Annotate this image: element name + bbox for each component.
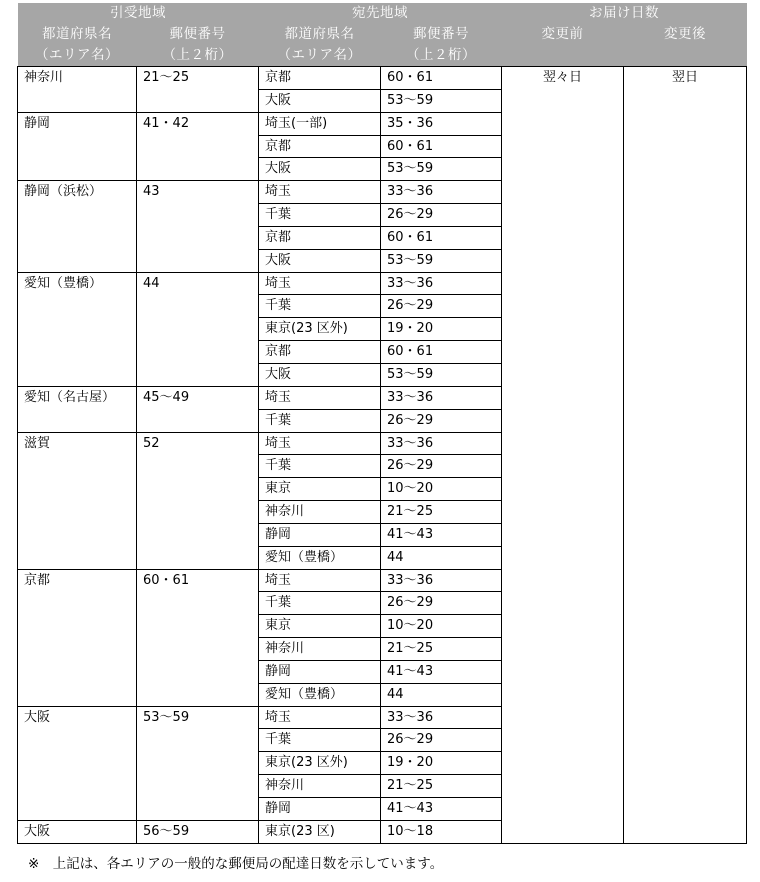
destination-area-cell: 神奈川 [259, 775, 381, 798]
destination-area-cell: 埼玉(一部) [259, 112, 381, 135]
origin-postal-cell: 53～59 [137, 706, 259, 820]
destination-postal-cell: 21～25 [381, 775, 502, 798]
before-change-days-cell: 翌々日 [502, 67, 624, 844]
destination-postal-cell: 60・61 [381, 135, 502, 158]
destination-area-cell: 埼玉 [259, 181, 381, 204]
destination-postal-subheader: （上２桁） [381, 45, 502, 67]
destination-postal-cell: 26～29 [381, 409, 502, 432]
origin-postal-cell: 41・42 [137, 112, 259, 181]
destination-area-cell: 京都 [259, 67, 381, 90]
delivery-days-table [17, 3, 747, 844]
destination-postal-cell: 35・36 [381, 112, 502, 135]
destination-postal-cell: 10～20 [381, 615, 502, 638]
destination-postal-cell: 53～59 [381, 363, 502, 386]
destination-postal-cell: 41～43 [381, 660, 502, 683]
destination-postal-cell: 33～36 [381, 181, 502, 204]
origin-area-cell: 神奈川 [18, 67, 137, 113]
origin-area-cell: 滋賀 [18, 432, 137, 569]
destination-postal-cell: 26～29 [381, 729, 502, 752]
origin-postal-cell: 52 [137, 432, 259, 569]
destination-postal-cell: 44 [381, 683, 502, 706]
origin-area-cell: 大阪 [18, 820, 137, 843]
origin-area-cell: 静岡 [18, 112, 137, 181]
destination-area-cell: 大阪 [259, 158, 381, 181]
origin-area-subheader: （エリア名） [18, 45, 137, 67]
destination-postal-cell: 53～59 [381, 249, 502, 272]
origin-postal-cell: 44 [137, 272, 259, 386]
destination-area-cell: 愛知（豊橋） [259, 683, 381, 706]
destination-postal-cell: 53～59 [381, 89, 502, 112]
destination-postal-cell: 53～59 [381, 158, 502, 181]
destination-area-cell: 東京 [259, 478, 381, 501]
destination-area-cell: 神奈川 [259, 638, 381, 661]
destination-area-cell: 京都 [259, 341, 381, 364]
destination-postal-cell: 26～29 [381, 592, 502, 615]
destination-postal-cell: 60・61 [381, 341, 502, 364]
destination-area-cell: 東京(23 区外) [259, 318, 381, 341]
destination-area-cell: 愛知（豊橋） [259, 546, 381, 569]
destination-area-cell: 埼玉 [259, 386, 381, 409]
destination-postal-cell: 21～25 [381, 501, 502, 524]
after-change-subheader [624, 45, 747, 67]
destination-postal-cell: 33～36 [381, 386, 502, 409]
destination-postal-cell: 44 [381, 546, 502, 569]
destination-postal-cell: 60・61 [381, 67, 502, 90]
destination-prefecture-header: 都道府県名 [259, 24, 381, 45]
delivery-days-header: お届け日数 [502, 3, 747, 24]
destination-postal-cell: 10～20 [381, 478, 502, 501]
destination-postal-header: 郵便番号 [381, 24, 502, 45]
destination-postal-cell: 41～43 [381, 798, 502, 821]
destination-postal-cell: 21～25 [381, 638, 502, 661]
origin-region-header: 引受地域 [18, 3, 259, 24]
destination-area-cell: 東京(23 区) [259, 820, 381, 843]
destination-area-cell: 千葉 [259, 455, 381, 478]
destination-area-cell: 埼玉 [259, 272, 381, 295]
destination-postal-cell: 19・20 [381, 318, 502, 341]
destination-area-cell: 千葉 [259, 204, 381, 227]
destination-area-cell: 東京 [259, 615, 381, 638]
destination-area-cell: 京都 [259, 135, 381, 158]
before-change-header: 変更前 [502, 24, 624, 45]
destination-area-cell: 神奈川 [259, 501, 381, 524]
origin-area-cell: 愛知（豊橋） [18, 272, 137, 386]
destination-postal-cell: 19・20 [381, 752, 502, 775]
destination-area-cell: 静岡 [259, 798, 381, 821]
destination-area-cell: 京都 [259, 226, 381, 249]
destination-area-cell: 千葉 [259, 409, 381, 432]
destination-area-cell: 埼玉 [259, 569, 381, 592]
origin-postal-cell: 45～49 [137, 386, 259, 432]
destination-postal-cell: 33～36 [381, 272, 502, 295]
destination-area-cell: 埼玉 [259, 432, 381, 455]
destination-area-cell: 大阪 [259, 89, 381, 112]
destination-postal-cell: 60・61 [381, 226, 502, 249]
origin-prefecture-header: 都道府県名 [18, 24, 137, 45]
origin-postal-cell: 21～25 [137, 67, 259, 113]
destination-area-cell: 静岡 [259, 523, 381, 546]
destination-postal-cell: 10～18 [381, 820, 502, 843]
destination-postal-cell: 26～29 [381, 455, 502, 478]
before-change-subheader [502, 45, 624, 67]
destination-area-cell: 東京(23 区外) [259, 752, 381, 775]
after-change-days-cell: 翌日 [624, 67, 747, 844]
destination-area-subheader: （エリア名） [259, 45, 381, 67]
destination-postal-cell: 41～43 [381, 523, 502, 546]
after-change-header: 変更後 [624, 24, 747, 45]
destination-area-cell: 千葉 [259, 729, 381, 752]
table-row [18, 67, 747, 90]
destination-postal-cell: 33～36 [381, 706, 502, 729]
origin-area-cell: 京都 [18, 569, 137, 706]
destination-area-cell: 大阪 [259, 249, 381, 272]
destination-area-cell: 大阪 [259, 363, 381, 386]
origin-area-cell: 静岡（浜松） [18, 181, 137, 272]
origin-postal-cell: 56～59 [137, 820, 259, 843]
destination-region-header: 宛先地域 [259, 3, 502, 24]
destination-area-cell: 静岡 [259, 660, 381, 683]
table-header [18, 3, 747, 67]
destination-postal-cell: 26～29 [381, 295, 502, 318]
destination-postal-cell: 33～36 [381, 569, 502, 592]
destination-postal-cell: 33～36 [381, 432, 502, 455]
origin-postal-header: 郵便番号 [137, 24, 259, 45]
destination-area-cell: 埼玉 [259, 706, 381, 729]
table-body [18, 67, 747, 844]
destination-postal-cell: 26～29 [381, 204, 502, 227]
destination-area-cell: 千葉 [259, 592, 381, 615]
footnote: ※ 上記は、各エリアの一般的な郵便局の配達日数を示しています。 [28, 856, 444, 872]
origin-postal-cell: 43 [137, 181, 259, 272]
origin-postal-subheader: （上２桁） [137, 45, 259, 67]
origin-area-cell: 愛知（名古屋） [18, 386, 137, 432]
destination-area-cell: 千葉 [259, 295, 381, 318]
origin-postal-cell: 60・61 [137, 569, 259, 706]
origin-area-cell: 大阪 [18, 706, 137, 820]
